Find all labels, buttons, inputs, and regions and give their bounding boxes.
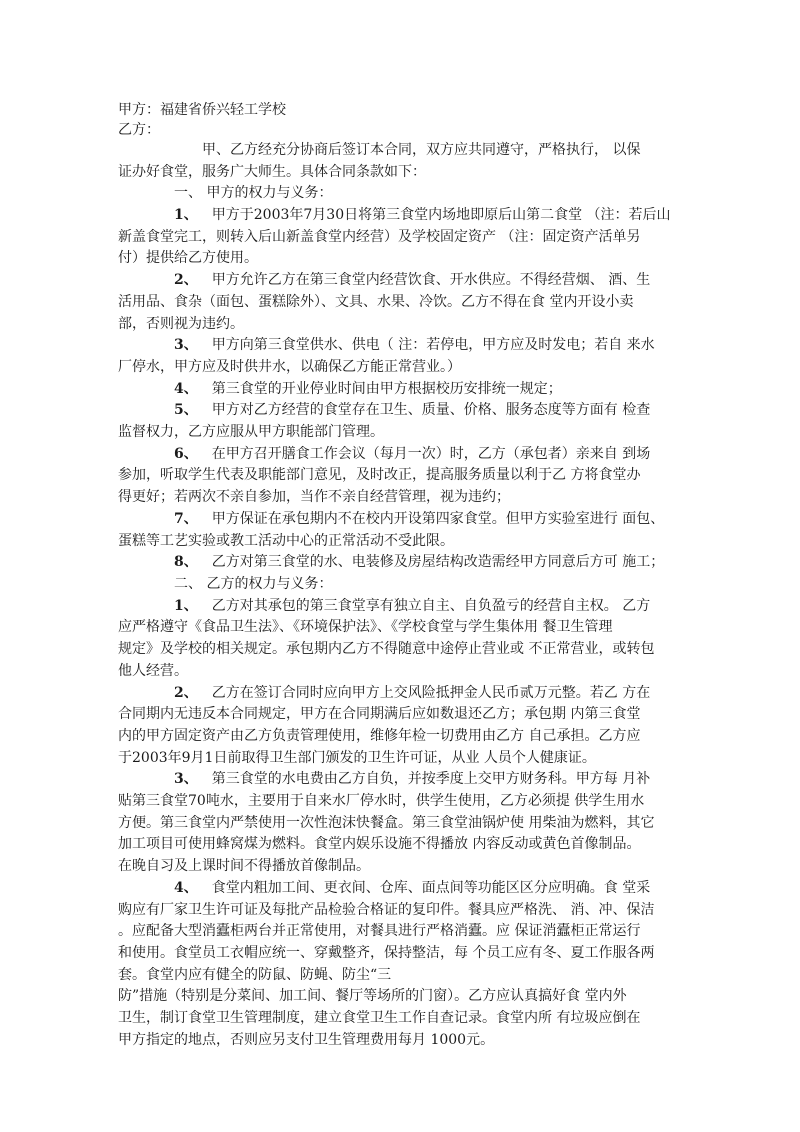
clause-line: 得更好；若两次不亲自参加，当作不亲自经营管理，视为违约； (118, 489, 510, 505)
item-text: 乙方对其承包的第三食堂享有独立自主、自负盈亏的经营自主权。 乙方 (211, 598, 651, 614)
clause-line: 方便。第三食堂内严禁使用一次性泡沫快餐盒。第三食堂油锅炉使 用柴油为燃料，其它 (118, 815, 655, 831)
section-heading: 二、 乙方的权力与义务： (174, 576, 333, 592)
item-number: 3、 (174, 771, 198, 787)
clause-line (174, 205, 686, 225)
clause-line (174, 400, 686, 420)
clause-line: 卫生，制订食堂卫生管理制度，建立食堂卫生工作自查记录。食堂内所 有垃圾应倒在 (118, 1010, 641, 1026)
clause-line (174, 444, 686, 464)
item-number: 4、 (174, 880, 198, 896)
clause-line: 参加，听取学生代表及职能部门意见，及时改正，提高服务质量以利于乙 方将食堂办 (118, 467, 641, 483)
item-text: 乙方在签订合同时应向甲方上交风险抵押金人民币贰万元整。若乙 方在 (211, 685, 651, 701)
item-number: 2、 (174, 272, 198, 288)
clause-line: 和使用。食堂员工衣帽应统一、穿戴整齐，保持整洁，每 个员工应有冬、夏工作服各两 (118, 945, 655, 961)
clause-line: 防”措施（特别是分菜间、加工间、餐厅等场所的门窗）。乙方应认真搞好食 堂内外 (118, 988, 627, 1004)
party-b-line: 乙方： (118, 122, 160, 138)
clause-line (174, 769, 686, 789)
item-number: 5、 (174, 402, 198, 418)
clause-line: 贴第三食堂70吨水，主要用于自来水厂停水时，供学生使用，乙方必须提 供学生用水 (118, 793, 645, 809)
clause-line: 购应有厂家卫生许可证及每批产品检验合格证的复印件。餐具应严格洗、 消、冲、保洁 (118, 902, 655, 918)
clause-line (174, 683, 686, 703)
clause-line (174, 596, 686, 616)
item-number: 7、 (174, 511, 198, 527)
clause-line: 规定》及学校的相关规定。承包期内乙方不得随意中途停止营业或 不正常营业，或转包 (118, 641, 655, 657)
clause-line: 蛋糕等工艺实验或教工活动中心的正常活动不受此限。 (118, 533, 454, 549)
item-number: 6、 (174, 446, 198, 462)
item-text: 甲方允许乙方在第三食堂内经营饮食、开水供应。不得经营烟、 酒、生 (211, 272, 651, 288)
clause-line (174, 335, 686, 355)
clause-line: 新盖食堂完工，则转入后山新盖食堂内经营）及学校固定资产 （注：固定资产活单另 (118, 229, 641, 245)
item-number: 8、 (174, 554, 198, 570)
clause-line: 厂停水，甲方应及时供井水，以确保乙方能正常营业。） (118, 359, 461, 375)
party-a-line: 甲方：福建省侨兴轻工学校 (118, 102, 286, 118)
item-text: 乙方对第三食堂的水、电装修及房屋结构改造需经甲方同意后方可 施工； (211, 554, 665, 570)
clause-line (174, 509, 686, 529)
clause-line (174, 878, 686, 898)
clause-line: 套。食堂内应有健全的防鼠、防蝇、防尘“三 (118, 967, 392, 983)
item-number: 4、 (174, 381, 198, 397)
item-number: 2、 (174, 685, 198, 701)
item-text: 甲方对乙方经营的食堂存在卫生、质量、价格、服务态度等方面有 检查 (211, 402, 651, 418)
clause-line (174, 379, 686, 399)
item-number: 1、 (174, 598, 198, 614)
intro-line: 证办好食堂，服务广大师生。具体合同条款如下： (118, 164, 426, 180)
clause-line: 监督权力，乙方应服从甲方职能部门管理。 (118, 424, 384, 440)
clause-line: 甲方指定的地点，否则应另支付卫生管理费用每月 1000元。 (118, 1032, 495, 1048)
clause-line: 。应配备大型消蠹柜两台并正常使用，对餐具进行严格消蠹。应 保证消蠹柜正常运行 (118, 923, 641, 939)
clause-line: 在晚自习及上课时间不得播放首像制品。 (118, 858, 370, 874)
clause-line (174, 270, 686, 290)
section-heading: 一、 甲方的权力与义务： (174, 185, 333, 201)
clause-line: 内的甲方固定资产由乙方负责管理使用，维修年检一切费用由乙方 自己承担。乙方应 (118, 728, 641, 744)
item-text: 第三食堂的开业停业时间由甲方根据校历安排统一规定； (211, 381, 562, 397)
item-text: 甲方于2003年7月30日将第三食堂内场地即原后山第二食堂 （注：若后山 (211, 207, 671, 223)
item-text: 第三食堂的水电费由乙方自负，并按季度上交甲方财务科。甲方每 月补 (211, 771, 651, 787)
clause-line: 部，否则视为违约。 (118, 316, 244, 332)
clause-line: 应严格遵守《食品卫生法》、《环境保护法》、《学校食堂与学生集体用 餐卫生管理 (118, 619, 613, 635)
item-text: 食堂内粗加工间、更衣间、仓库、面点间等功能区区分应明确。食 堂采 (211, 880, 651, 896)
clause-line: 合同期内无违反本合同规定，甲方在合同期满后应如数退还乙方；承包期 内第三食堂 (118, 706, 641, 722)
item-text: 甲方保证在承包期内不在校内开设第四家食堂。但甲方实验室进行 面包、 (211, 511, 665, 527)
item-number: 3、 (174, 337, 198, 353)
clause-line: 他人经营。 (118, 663, 188, 679)
item-number: 1、 (174, 207, 198, 223)
clause-line: 于2003年9月1日前取得卫生部门颁发的卫生许可证，从业 人员个人健康证。 (118, 750, 596, 766)
clause-line: 付）提供给乙方使用。 (118, 250, 258, 266)
clause-line: 加工项目可使用蜂窝煤为燃料。食堂内娱乐设施不得播放 内容反动或黄色首像制品。 (118, 836, 641, 852)
clause-line: 活用品、食杂（面包、蛋糕除外）、文具、水果、冷饮。乙方不得在食 堂内开设小卖 (118, 294, 634, 310)
item-text: 在甲方召开膳食工作会议（每月一次）时，乙方（承包者）亲来自 到场 (211, 446, 651, 462)
item-text: 甲方向第三食堂供水、供电（ 注：若停电，甲方应及时发电；若自 来水 (211, 337, 655, 353)
intro-line: 甲、乙方经充分协商后签订本合同，双方应共同遵守，严格执行， 以保 (202, 142, 641, 158)
clause-line (174, 552, 686, 572)
